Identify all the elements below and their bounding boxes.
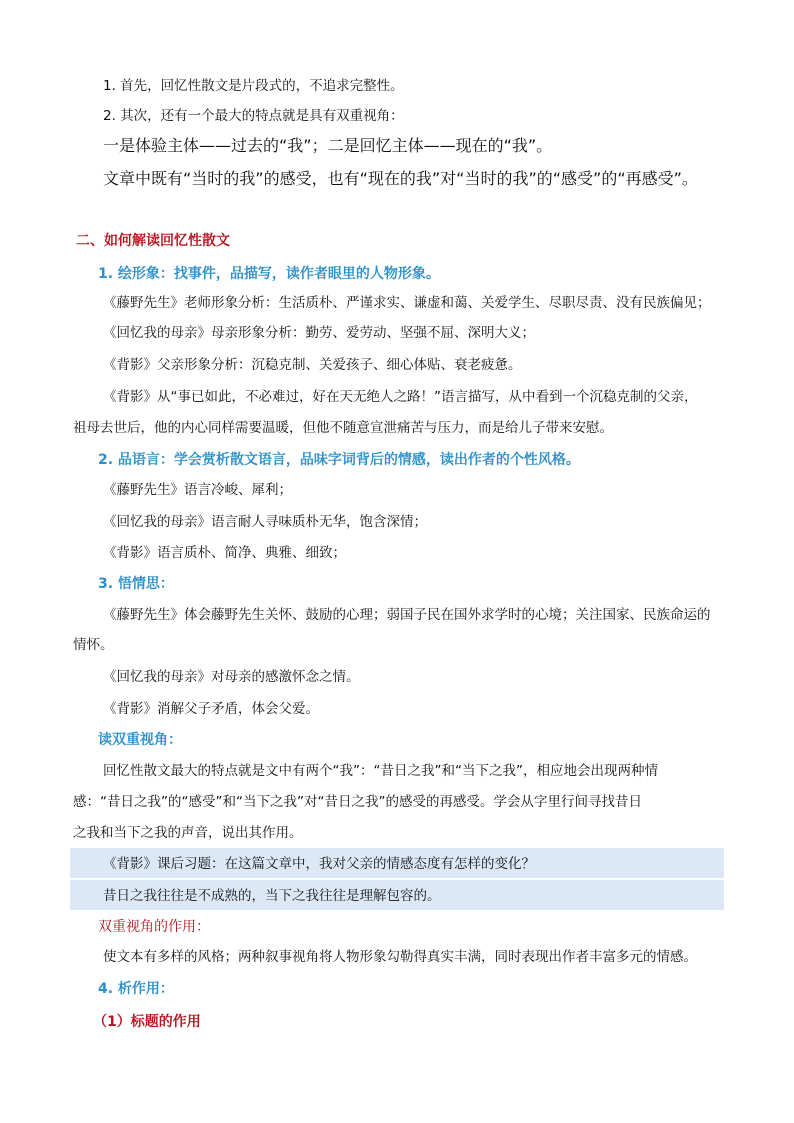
subheading-1: 1. 绘形象：找事件，品描写，读作者眼里的人物形象。: [98, 266, 440, 282]
intro-point-2: 2. 其次，还有一个最大的特点就是具有双重视角：: [103, 108, 404, 124]
intro-point-4: 文章中既有“当时的我”的感受，也有“现在的我”对“当时的我”的“感受”的“再感受”。: [103, 169, 698, 188]
subheading-2: 2. 品语言：学会赏析散文语言，品味字词背后的情感，读出作者的个性风格。: [98, 452, 580, 468]
text-line: 《背影》语言质朴、简净、典雅、细致；: [103, 545, 346, 561]
text-line: 祖母去世后，他的内心同样需要温暖，但他不随意宣泄痛苦与压力，而是给儿子带来安慰。: [73, 420, 613, 436]
text-line: 《背影》消解父子矛盾，体会父爱。: [103, 701, 319, 717]
text-line: 情怀。: [73, 637, 114, 653]
intro-point-3: 一是体验主体——过去的“我”；二是回忆主体——现在的“我”。: [103, 136, 553, 155]
section-heading: 二、如何解读回忆性散文: [76, 233, 230, 249]
subheading-dual-perspective: 读双重视角：: [98, 732, 182, 748]
subheading-3: 3. 悟情思：: [98, 576, 174, 592]
sub-subheading-1: （1）标题的作用: [93, 1014, 201, 1030]
exercise-answer: 昔日之我往往是不成熟的，当下之我往往是理解包容的。: [103, 888, 441, 904]
text-line: 使文本有多样的风格；两种叙事视角将人物形象勾勒得真实丰满，同时表现出作者丰富多元的情感。: [103, 949, 697, 965]
text-line: 《藤野先生》老师形象分析：生活质朴、严谨求实、谦虚和蔼、关爱学生、尽职尽责、没有民族偏见；: [103, 295, 711, 311]
text-line: 感：“昔日之我”的“感受”和“当下之我”对“昔日之我”的感受的再感受。学会从字里行间寻找昔日: [73, 794, 642, 810]
text-line: 《背影》父亲形象分析：沉稳克制、关爱孩子、细心体贴、衰老疲惫。: [103, 357, 522, 373]
subheading-4: 4. 析作用：: [98, 981, 174, 997]
text-line: 回忆性散文最大的特点就是文中有两个“我”：“昔日之我”和“当下之我”，相应地会出现两种情: [103, 763, 658, 779]
text-line: 之我和当下之我的声音，说出其作用。: [73, 825, 303, 841]
text-line: 《藤野先生》体会藤野先生关怀、鼓励的心理；弱国子民在国外求学时的心境；关注国家、民族命运的: [103, 607, 711, 623]
text-line: 《回忆我的母亲》母亲形象分析：勤劳、爱劳动、坚强不屈、深明大义；: [103, 325, 535, 341]
text-line: 《背影》从“事已如此，不必难过，好在天无绝人之路！”语言描写，从中看到一个沉稳克制的父亲，: [103, 389, 698, 405]
exercise-question: 《背影》课后习题：在这篇文章中，我对父亲的情感态度有怎样的变化？: [103, 856, 535, 872]
intro-point-1: 1. 首先，回忆性散文是片段式的，不追求完整性。: [103, 78, 404, 94]
text-line: 《藤野先生》语言冷峻、犀利；: [103, 482, 292, 498]
dual-effect-title: 双重视角的作用：: [98, 919, 210, 935]
text-line: 《回忆我的母亲》对母亲的感激怀念之情。: [103, 669, 360, 685]
text-line: 《回忆我的母亲》语言耐人寻味质朴无华，饱含深情；: [103, 514, 427, 530]
